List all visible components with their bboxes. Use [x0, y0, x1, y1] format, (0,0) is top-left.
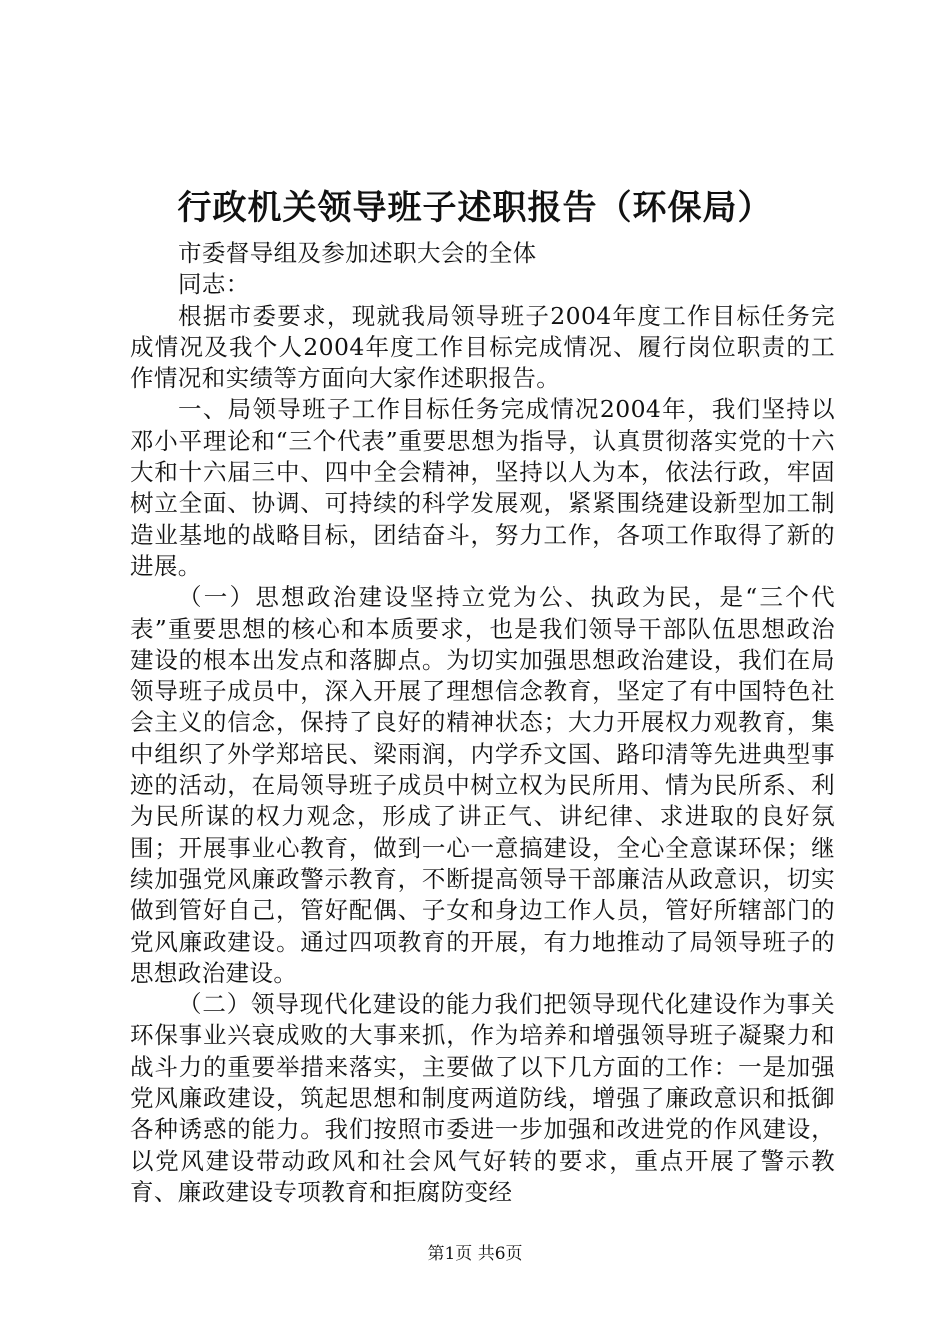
salutation-line: 市委督导组及参加述职大会的全体	[178, 239, 537, 267]
document-body	[130, 238, 835, 1208]
document-title: 行政机关领导班子述职报告（环保局）	[177, 188, 773, 228]
salutation-line: 同志：	[178, 270, 250, 299]
paragraph: 一、局领导班子工作目标任务完成情况2004年，我们坚持以邓小平理论和“三个代表”重要思想为指导，认真贯彻落实党的十六大和十六届三中、四中全会精神，坚持以人为本，依法行政，牢固树立全面、协调、可持续的科学发展观，紧紧围绕建设新型加工制造业基地的战略目标，团结奋斗，努力工作，各项工作取得了新的进展。	[130, 395, 835, 580]
paragraph: （一）思想政治建设坚持立党为公、执政为民，是“三个代表”重要思想的核心和本质要求，也是我们领导干部队伍思想政治建设的根本出发点和落脚点。为切实加强思想政治建设，我们在局领导班子成员中，深入开展了理想信念教育，坚定了有中国特色社会主义的信念，保持了良好的精神状态；大力开展权力观教育，集中组织了外学郑培民、梁雨润，内学乔文国、路印清等先进典型事迹的活动，在局领导班子成员中树立权为民所用、情为民所系、利为民所谋的权力观念，形成了讲正气、讲纪律、求进取的良好氛围；开展事业心教育，做到一心一意搞建设，全心全意谋环保；继续加强党风廉政警示教育，不断提高领导干部廉洁从政意识，切实做到管好自己，管好配偶、子女和身边工作人员，管好所辖部门的党风廉政建设。通过四项教育的开展，有力地推动了局领导班子的思想政治建设。	[130, 583, 835, 987]
paragraph: （二）领导现代化建设的能力我们把领导现代化建设作为事关环保事业兴衰成败的大事来抓，作为培养和增强领导班子凝聚力和战斗力的重要举措来落实，主要做了以下几方面的工作：一是加强党风廉政建设，筑起思想和制度两道防线，增强了廉政意识和抵御各种诱惑的能力。我们按照市委进一步加强和改进党的作风建设，以党风建设带动政风和社会风气好转的要求，重点开展了警示教育、廉政建设专项教育和拒腐防变经	[130, 990, 835, 1206]
page-number: 第1页 共6页	[427, 1244, 523, 1264]
paragraph: 根据市委要求，现就我局领导班子2004年度工作目标任务完成情况及我个人2004年度工作目标完成情况、履行岗位职责的工作情况和实绩等方面向大家作述职报告。	[130, 301, 835, 393]
